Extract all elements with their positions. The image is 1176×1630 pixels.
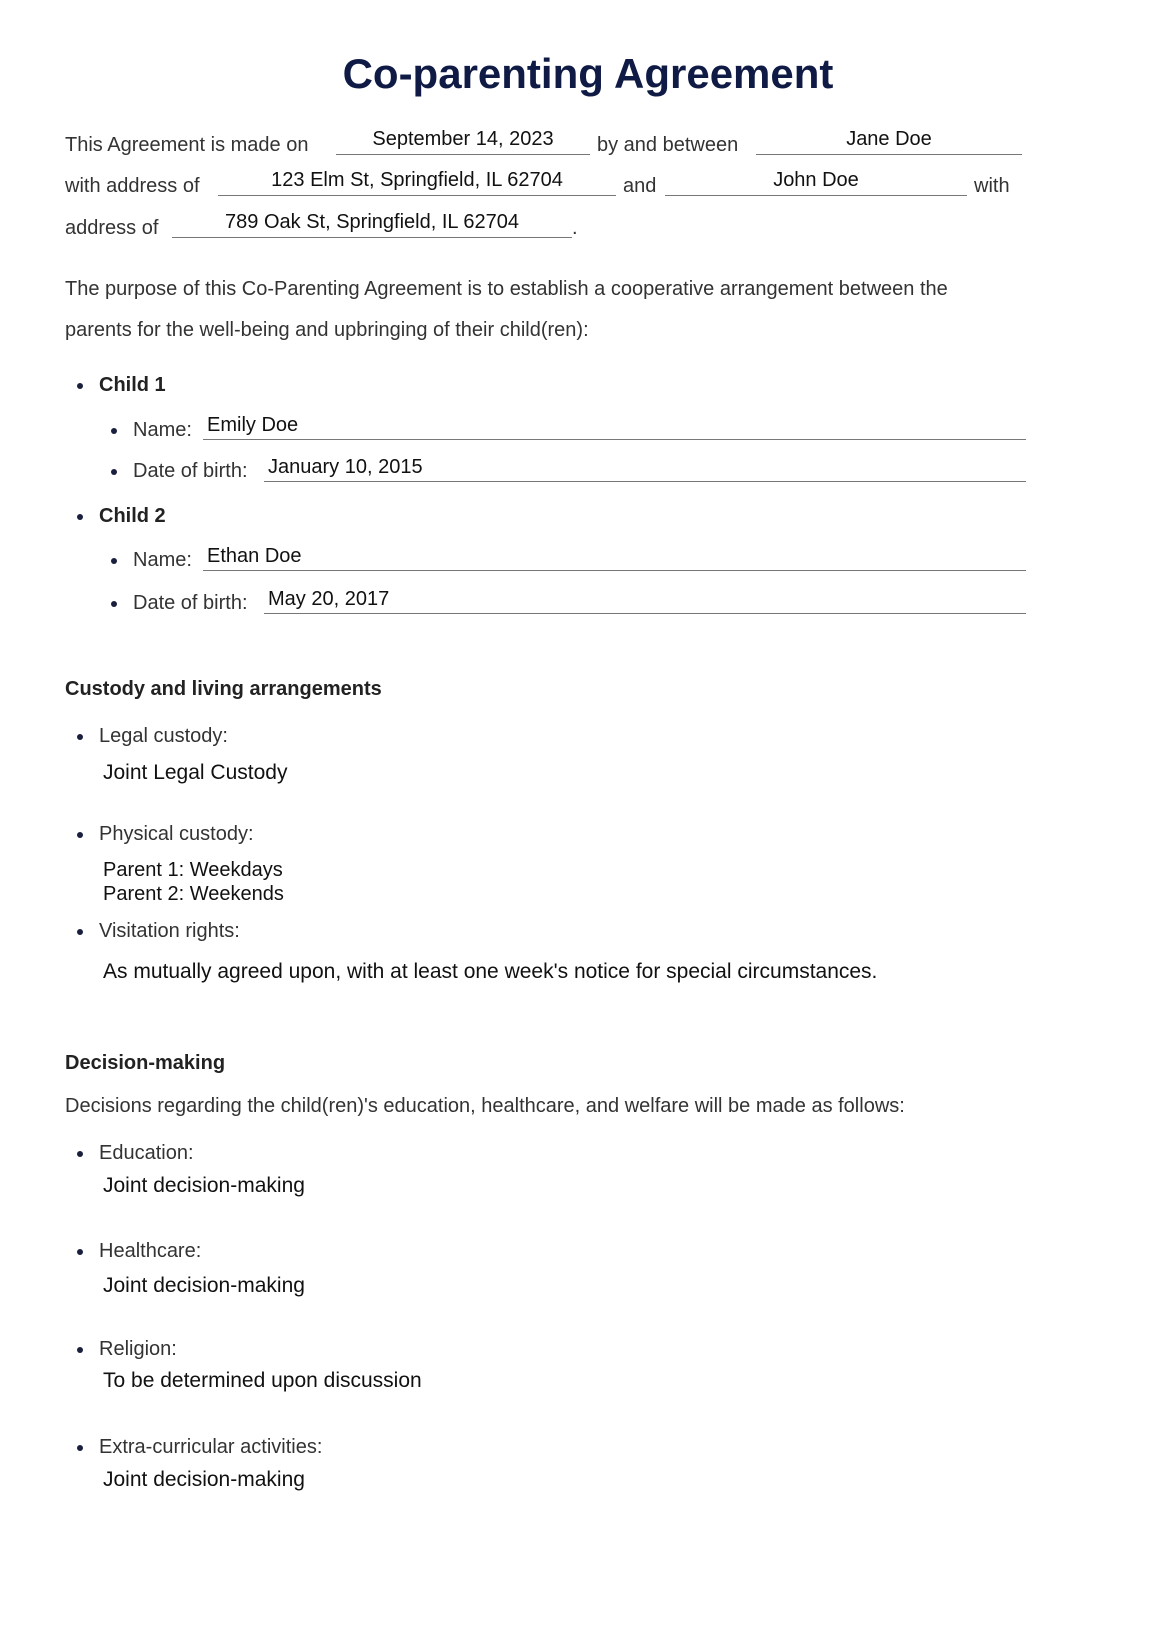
healthcare-value: Joint decision-making (103, 1274, 305, 1297)
child2-name-label: Name: (133, 549, 192, 571)
child1-dob-label: Date of birth: (133, 460, 248, 482)
legal-custody-label: Legal custody: (99, 725, 228, 747)
purpose-line-2: parents for the well-being and upbringing of their child(ren): (65, 319, 589, 341)
intro-text-6: address of (65, 217, 159, 239)
intro-period: . (572, 217, 578, 239)
physical-custody-value-1: Parent 1: Weekdays (103, 859, 283, 881)
intro-text-1: This Agreement is made on (65, 134, 309, 156)
extracurricular-label: Extra-curricular activities: (99, 1436, 323, 1458)
child2-dob-field[interactable]: May 20, 2017 (264, 588, 1026, 614)
religion-value: To be determined upon discussion (103, 1369, 422, 1392)
bullet-icon (111, 601, 117, 607)
child2-heading: Child 2 (99, 505, 166, 527)
healthcare-label: Healthcare: (99, 1240, 202, 1262)
parent1-name-field[interactable]: Jane Doe (756, 128, 1022, 155)
child1-name-label: Name: (133, 419, 192, 441)
physical-custody-value-2: Parent 2: Weekends (103, 883, 284, 905)
parent2-name-field[interactable]: John Doe (665, 169, 967, 196)
physical-custody-label: Physical custody: (99, 823, 254, 845)
intro-text-3: with address of (65, 175, 200, 197)
child1-heading: Child 1 (99, 374, 166, 396)
parent1-address-field[interactable]: 123 Elm St, Springfield, IL 62704 (218, 169, 616, 196)
bullet-icon (77, 1445, 83, 1451)
bullet-icon (111, 558, 117, 564)
bullet-icon (111, 469, 117, 475)
bullet-icon (77, 1347, 83, 1353)
bullet-icon (77, 1151, 83, 1157)
child2-dob-label: Date of birth: (133, 592, 248, 614)
bullet-icon (77, 514, 83, 520)
intro-text-2: by and between (597, 134, 739, 156)
purpose-line-1: The purpose of this Co-Parenting Agreement is to establish a cooperative arrangement between the (65, 278, 948, 300)
religion-label: Religion: (99, 1338, 177, 1360)
legal-custody-value: Joint Legal Custody (103, 761, 288, 784)
child1-name-field[interactable]: Emily Doe (203, 414, 1026, 440)
parent2-address-field[interactable]: 789 Oak St, Springfield, IL 62704 (172, 211, 572, 238)
agreement-date-field[interactable]: September 14, 2023 (336, 128, 590, 155)
document-title: Co-parenting Agreement (342, 50, 834, 97)
decision-heading: Decision-making (65, 1052, 226, 1074)
bullet-icon (77, 832, 83, 838)
intro-text-5: with (974, 175, 1010, 197)
bullet-icon (77, 734, 83, 740)
intro-text-4: and (623, 175, 657, 197)
child1-dob-field[interactable]: January 10, 2015 (264, 456, 1026, 482)
extracurricular-value: Joint decision-making (103, 1468, 305, 1491)
visitation-value: As mutually agreed upon, with at least one week's notice for special circumstances. (103, 960, 878, 983)
decision-intro: Decisions regarding the child(ren)'s education, healthcare, and welfare will be made as follows: (65, 1095, 905, 1117)
visitation-label: Visitation rights: (99, 920, 240, 942)
education-label: Education: (99, 1142, 194, 1164)
child2-name-field[interactable]: Ethan Doe (203, 545, 1026, 571)
custody-heading: Custody and living arrangements (65, 678, 382, 700)
bullet-icon (77, 1249, 83, 1255)
education-value: Joint decision-making (103, 1174, 305, 1197)
bullet-icon (77, 929, 83, 935)
bullet-icon (77, 383, 83, 389)
bullet-icon (111, 428, 117, 434)
